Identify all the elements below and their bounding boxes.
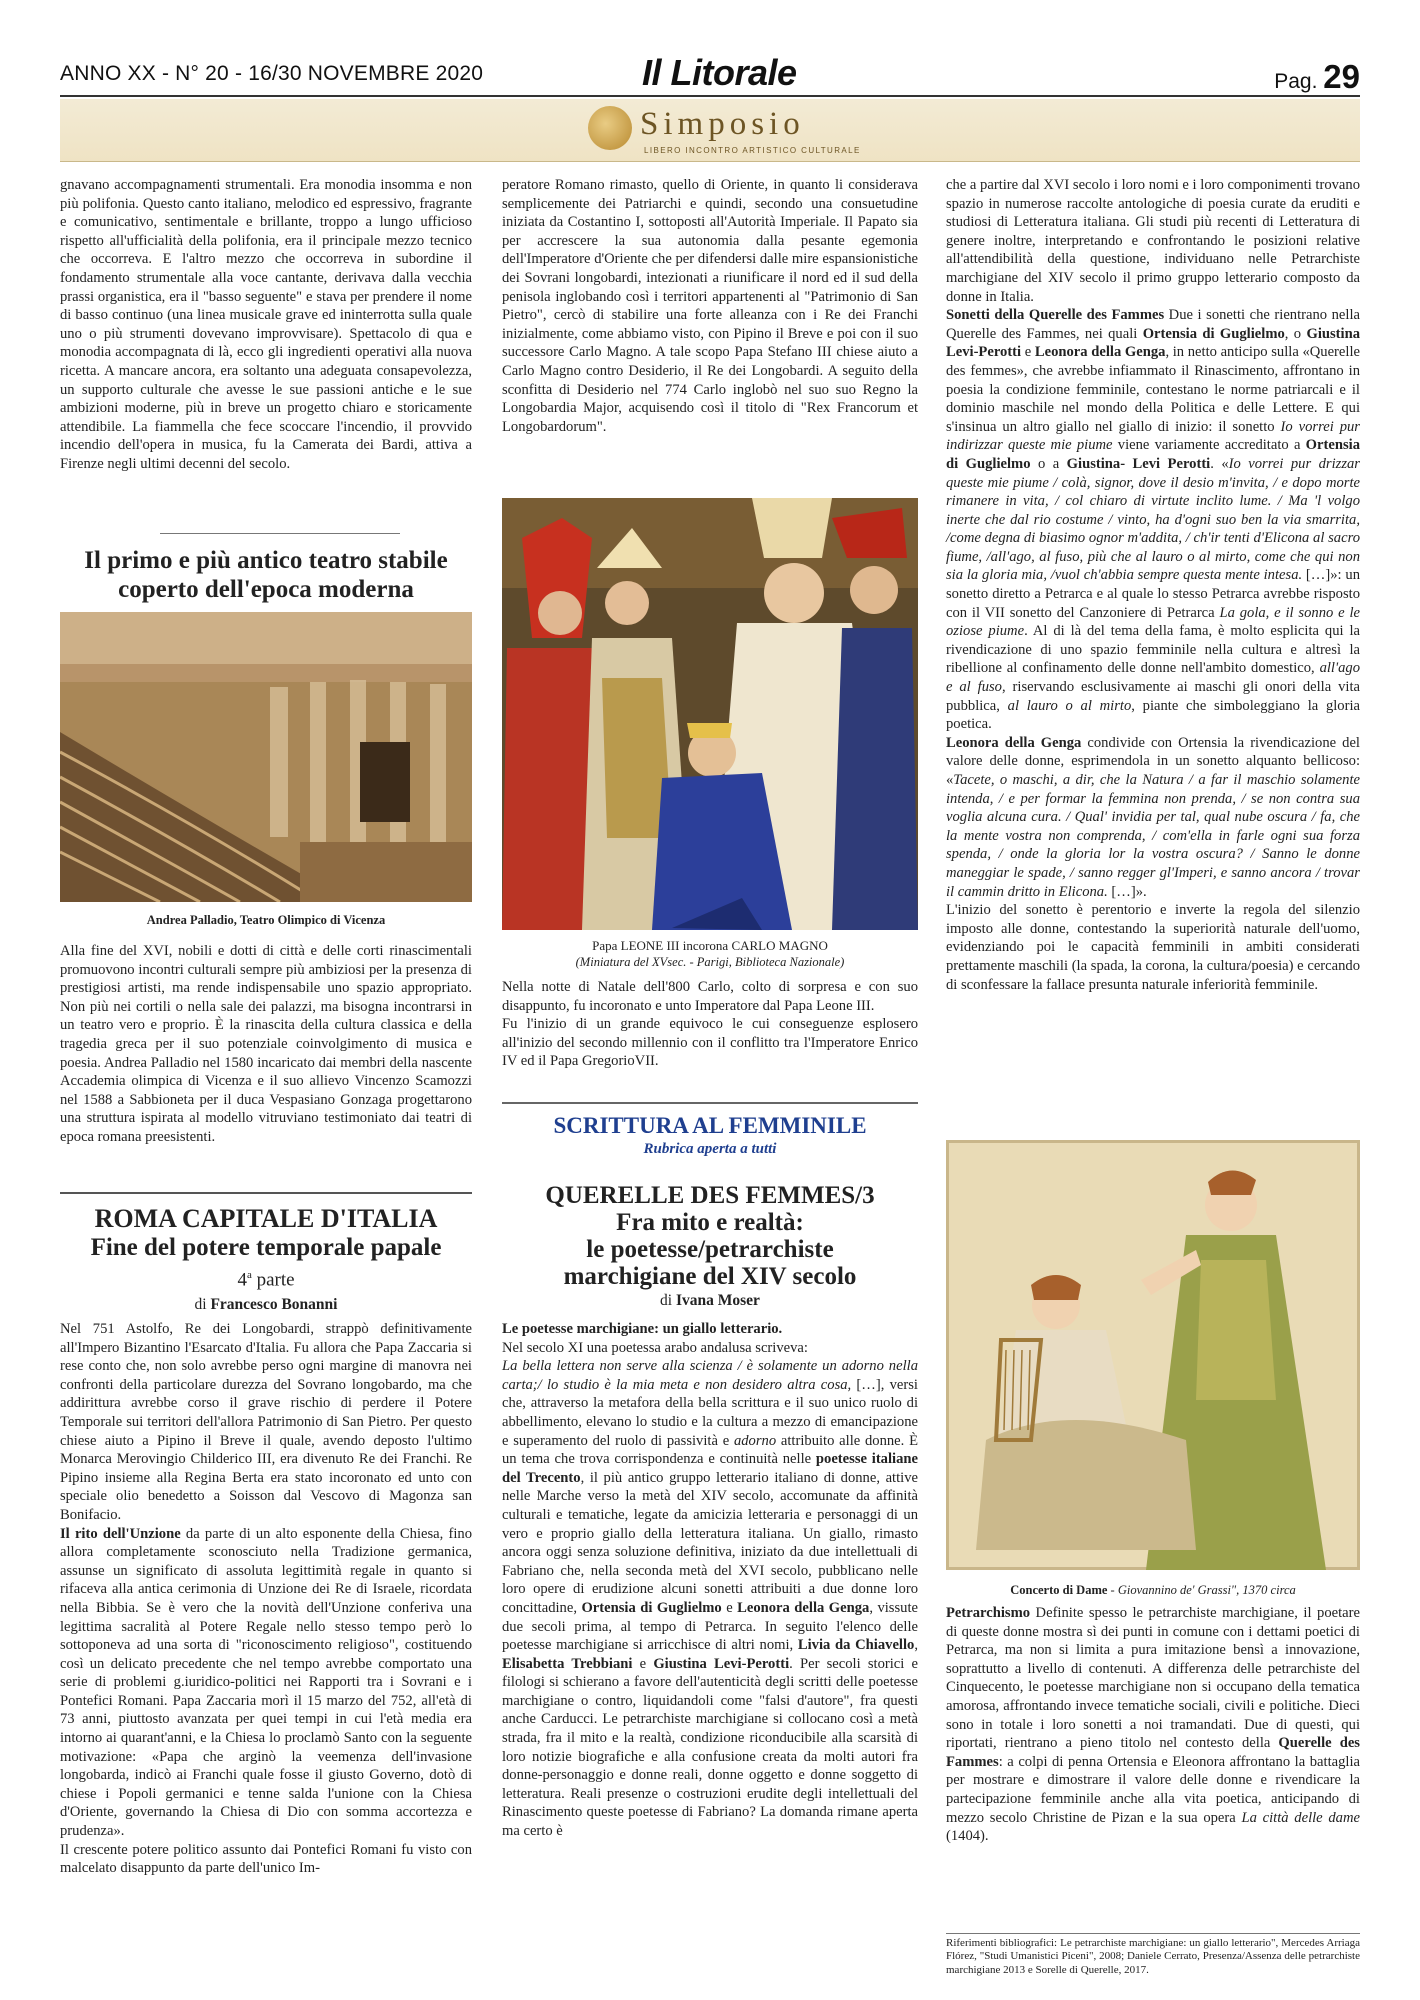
leone-caption-source: (Miniatura del XVsec. - Parigi, Biblioteca Nazionale) — [575, 955, 845, 969]
music-article-end — [60, 176, 472, 474]
roma-part-number: 4 — [237, 1269, 247, 1291]
s-italic: all'ago e al fuso — [946, 660, 1360, 696]
querelle-author: Ivana Moser — [675, 1292, 760, 1309]
querelle-heading — [502, 1182, 918, 1312]
teatro-olimpico-image — [60, 612, 472, 902]
teatro-caption: Andrea Palladio, Teatro Olimpico di Vicenza — [146, 913, 386, 927]
divider — [502, 1102, 918, 1104]
roma-part-word: parte — [256, 1269, 295, 1291]
s-italic: Io vorrei pur indirizzar queste mie piume — [946, 418, 1360, 454]
simposio-logo-icon — [588, 106, 632, 150]
teatro-paragraph: Alla fine del XVI, nobili e dotti di città e delle corti rinascimentali promuovono incontri culturali sempre più ambiziosi per la presenza di prestigiosi artisti, ma rende indispensabile uno spazio appropriato. Non più nei cortili o nella sale dei palazzi, ma bisogna incontrarsi in un teatro vero e proprio. È la rinascita della cultura classica e della tragedia greca per il suo potenziale coinvolgimento di musica e poesia. Andrea Palladio nel 1580 incaricato dai membri della nascente Accademia olimpica di Vicenza e il suo allievo Vincenzo Scamozzi nel 1588 a Sabbioneta per il duca Vespasiano Gonzaga progettarono una struttura ispirata al modello vitruviano testimoniato dai teatri di epoca romana preesistenti. — [60, 943, 472, 1145]
q-italic: adorno — [733, 1432, 777, 1449]
page-number-value: 29 — [1323, 58, 1360, 95]
q-bold: Elisabetta Trebbiani — [502, 1655, 633, 1672]
issue-info: ANNO XX - N° 20 - 16/30 NOVEMBRE 2020 — [60, 62, 484, 85]
dame-caption-block — [946, 1582, 1360, 1598]
dame-caption-author: - Giovannino de' Grassi", 1370 circa — [1107, 1583, 1296, 1597]
q-text: . Per secoli storici e filologi si schierano a favore dell'autenticità degli scritti delle poetesse marchigiane o contro, liquidandoli come "falsi d'autore", fra questi anche Carducci. Le petrarchiste marchigiane si collocano così a metà strada, fra il mito e la realtà, condizione riconducibile alla scarsità di loro notizie biografiche e alla confusione creata da molti autori fra donne-personaggio e donne reali, donne oggetto e donne soggetto di letteratura. Reali presenze o costruzioni erudite degli intellettuali del Rinascimento queste poetesse di Fabriano? La domanda rimane aperta ma certo è — [502, 1655, 918, 1840]
q-bold: Giustina Levi-Perotti — [653, 1655, 790, 1672]
roma-title: ROMA CAPITALE D'ITALIA — [94, 1204, 438, 1233]
roma-paragraph-3: Il crescente potere politico assunto dai Pontefici Romani fu visto con malcelato disappunto da parte dell'unico Im- — [60, 1841, 472, 1877]
q-quote: La bella lettera non serve alla scienza / è solamente un adorno nella carta;/ lo studio è la mia meta e non desidero altra cosa, — [502, 1358, 918, 1393]
q-text: Nel secolo XI una poetessa arabo andalusa scriveva: — [502, 1339, 808, 1356]
s-bold: Ortensia di Guglielmo — [1142, 325, 1285, 342]
s-italic: La gola, e il sonno e le oziose piume — [946, 604, 1360, 640]
leone-carlo-miniature-image — [502, 498, 918, 930]
querelle-continuation — [946, 176, 1360, 994]
querelle-article — [502, 1320, 918, 1841]
roma-cont-paragraph: peratore Romano rimasto, quello di Oriente, in quanto li considerava semplicemente dei Patriarchi e quindi, secondo una consuetudine iniziata da Costantino I, sottoposti all'Autorità Imperiale. Il Papato sia per accrescere la sua autonomia dalla pesante egemonia dell'Imperatore d'Oriente che per difendersi dalle mire espansionistiche dei Sovrani longobardi, intezionati a riunificare il nord ed il sud della penisola inglobando così i territori appartenenti al "Patrimonio di San Pietro", cercò di stabilire una forte alleanza con i Re dei Franchi inizialmente, come abbiamo visto, con Pipino il Breve e poi con il suo successore Carlo Magno. A tale scopo Papa Stefano III chiese aiuto a Carlo Magno contro Desiderio, il Re dei Longobardi. A seguito della sconfitta di Desiderio nel 774 Carlo inglobò nel suo suo Regno la Longobardia Major, acquisendo così il titolo di "Rex Francorum et Longobardorum". — [502, 177, 918, 435]
leonora-paragraph-2: L'inizio del sonetto è perentorio e inverte la regola del silenzio imposto alle donne, contestando la superiorità naturale dell'uomo, evidenziando poi le capacità femminili in ambiti considerati prettamente maschili (la spada, la corona, la cultura/poesia) e cercando di sconfessare la fallace presunta naturale inferiorità femminile. — [946, 902, 1360, 993]
teatro-article — [60, 942, 472, 1147]
sonetti-paragraph — [946, 306, 1360, 734]
teatro-title: Il primo e più antico teatro stabile coperto dell'epoca moderna — [84, 547, 448, 603]
q-text: e — [632, 1655, 654, 1672]
s-bold: Giustina- Levi Perotti — [1066, 455, 1211, 472]
q-bold: Ortensia di Guglielmo — [581, 1599, 722, 1616]
page-label: Pag. — [1274, 70, 1318, 93]
q-text: attribuito alle donne. È un tema che trova corrispondenza e continuità nelle — [502, 1432, 918, 1468]
s-text: Due i sonetti che rientrano nella Querelle des Fammes, nei quali — [946, 307, 1360, 342]
roma-article — [60, 1320, 472, 1878]
p-text: : a colpi di penna Ortensia e Eleonora affrontano la battaglia per mostrare e dimostrare il valore delle donne e rivendicare la partecipazione femminile anche alla vita poetica, anticipando di mezzo secolo Christine de Pizan e la sua opera — [946, 1753, 1360, 1826]
concerto-di-dame-image — [946, 1140, 1360, 1570]
p-italic: La città delle dame — [1241, 1809, 1360, 1826]
s-text: , piante che simboleggiano la gloria poetica. — [946, 697, 1360, 733]
roma-continuation — [502, 176, 918, 436]
roma-unzione-text: da parte di un alto esponente della Chiesa, fino allora completamente sconosciuto nella Tradizione germanica, assunse un significato di assoluta legittimità regale in quanto si rifaceva alla antica cerimonia di Unzione dei Re di Israele, ricordata nella Bibbia. Se è vero che la novità dell'Unzione conferiva una legittima sacralità al Potere Regale nello stesso tempo però lo sottoponeva ad una sorta di "riconoscimento religioso", costituendo così un delicato precedente che nel tempo avrebbe comportato una serie di problemi g.iuridico-politici nei Rapporti tra i Sovrani e i Pontefici Romani. Papa Zaccaria morì il 15 marzo del 752, all'età di 73 anni, piuttosto avanzata per quei tempi in cui l'età media era intorno ai quarant'anni, e la Chiesa lo proclamò Santo con la seguente motivazione: «Papa che arginò la veemenza dell'invasione longobarda, indicò ai Franchi quale fosse il giusto Governo, dotò di chiese i Popoli germanici e tenne salda l'unione con la Chiesa d'Oriente, governando la Chiesa di Dio con somma accortezza e prudenza». — [60, 1525, 472, 1840]
dame-caption — [946, 1582, 1360, 1598]
roma-part — [60, 1264, 472, 1291]
s-text: o a — [1030, 455, 1067, 472]
p-text: (1404). — [946, 1828, 989, 1845]
roma-end-paragraph-2: Fu l'inizio di un grande equivoco le cui conseguenze esplosero all'inizio del secondo millennio con il conflitto tra l'Imperatore Enrico IV ed il Papa GregorioVII. — [502, 1016, 918, 1070]
roma-by: di — [194, 1296, 207, 1314]
querelle-title-2: Fra mito e realtà: — [616, 1209, 804, 1236]
querelle-byline — [502, 1290, 918, 1312]
roma-paragraph-2 — [60, 1525, 472, 1841]
s-text: , riservando esclusivamente ai maschi gli onori della vita pubblica, — [946, 679, 1360, 714]
divider — [946, 1933, 1360, 1934]
q-text: , — [914, 1637, 918, 1654]
querelle-cont-paragraph: che a partire dal XVI secolo i loro nomi e i loro componimenti trovano spazio in numerose raccolte antologiche di poesia curate da eruditi e studiosi di Letteratura italiana. Gli studi più recenti di Letteratura di genere inoltre, interpretando e confrontando le posizioni relative all'attendibilità della questione, individuano nelle Petrarchiste marchigiane del XIV secolo il primo gruppo letterario composto da donne in Italia. — [946, 177, 1360, 305]
roma-continuation-end — [502, 978, 918, 1071]
s-bold: Giustina Levi-Perotti — [946, 325, 1361, 361]
q-text: , vissute due secoli prima, al tempo di Petrarca. In seguito l'elenco delle poetesse marchigiane si arricchisce di altri nomi, — [502, 1599, 918, 1654]
s-italic: al lauro o al mirto — [1007, 697, 1132, 714]
l-text: […]». — [1107, 883, 1147, 900]
q-text: […], versi che, attraverso la metafora della bella scrittura e il suo unico ruolo di abbellimento, elevano lo studio e la cultura a mezzo di emancipazione e superamento del ruolo di passività e — [502, 1376, 918, 1449]
p-bold: Querelle des Fammes — [946, 1735, 1360, 1770]
q-bold: Leonora della Genga — [737, 1599, 870, 1616]
q-text: e — [721, 1599, 738, 1616]
music-paragraph: gnavano accompagnamenti strumentali. Era monodia insomma e non più polifonia. Questo canto italiano, melodico ed espressivo, fragrante e comunicativo, sentimentale e brillante, troppo a lungo ufficioso rispetto all'ufficialità della polifonia, era il principale mezzo tecnico che occorreva. E l'altro mezzo che occorreva in subordine il fondamento strumentale alla voce cantante, derivava dalla vecchia prassi organistica, era il "basso seguente" e stava per prendere il nome di basso continuo (una linea musicale grave ed ininterrotta sulla quale uno o più strumenti dovevano improvvisare). Spettacolo di qua e monodia accompagnata di là, ecco gli ingredienti operativi alla nuova ricetta. A mancare ancora, era soltanto una adeguata consapevolezza, un supporto culturale che avesse le sue passioni antiche e le sue ambizioni moderne, più in breve un progetto chiaro e storicamente attendibile. La fiammella che fece scoccare l'incendio, il provvido incendio dell'opera in musica, fu la Camerata dei Bardi, attiva a Firenze negli ultimi decenni del secolo. — [60, 177, 472, 472]
dame-caption-title: Concerto di Dame — [1010, 1583, 1108, 1597]
roma-paragraph-1: Nel 751 Astolfo, Re dei Longobardi, strappò definitivamente all'Impero Bizantino l'Esarcato d'Italia. Fu allora che Papa Zaccaria si rese conto che, non solo avrebbe perso ogni margine di manovra nei confronti della particolare durezza del Sovrano longobardo, ma che addirittura avrebbe corso il grave rischio di perdere il Potere Temporale sui territori dell'allora Patrimonio di San Pietro. Per questo chiese aiuto a Pipino il Breve il quale, avendo deposto l'ultimo Monarca Merovingio Childerico III, era divenuto Re dei Franchi. Re Pipino insieme alla Regina Berta era stato incoronato ed unto con speciale olio benedetto a Soisson dal Vescovo di Magonza san Bonifacio. — [60, 1321, 472, 1523]
l-italic: Tacete, o maschi, a dir, che la Natura / a far il maschio solamente intenda, / e per formar la femmina non prenda, / se non contra sua voglia alcuna cura. / Qual' invidia per tal, qual nube oscura / fa, che la mente vostra non comprenda, / com'ella in farle ogni sua forza spenda, / onde la gloria lor la vostra oscura? / Sanno le donne maneggiar le spade, / sanno regger gl'Imperi, e sanno ancora / trovar il cammin dritto in Elicona. — [946, 772, 1360, 900]
divider — [160, 533, 400, 534]
p-text: Definite spesso le petrarchiste marchigiane, il poetare di queste donne mostra sì dei punti in comune con i dettami poetici di Petrarca, ma non si limita a pura imitazione bensì a innovazione, soprattutto a livello di contenuti. A differenza delle petrarchiste del Cinquecento, le poetesse marchigiane non si occupano della tematica amorosa, affrontando invece tematiche sociali, civili e politiche. Dieci sono in totale i loro sonetti a noi tramandati. Due di questi, qui riportati, rientrano a pieno titolo nel contesto della — [946, 1605, 1360, 1752]
l-bold: Leonora della Genga — [946, 734, 1082, 751]
s-text: […]»: un sonetto diretto a Petrarca e al quale lo stesso Petrarca avrebbe risposto con il VII sonetto del Canzoniere di Petrarca — [946, 567, 1360, 621]
s-text: . « — [1210, 455, 1229, 472]
q-bold: Livia da Chiavello — [797, 1637, 915, 1654]
bibliography-text: Riferimenti bibliografici: Le petrarchiste marchigiane: un giallo letterario", Mercedes Arriaga Flórez, "Studi Umanistici Piceni", 2008; Daniele Cerrato, Presenza/Assenza delle petrarchiste marchigiane 2013 e Sorelle di Querelle, 2017. — [946, 1937, 1360, 1976]
leone-caption-block — [502, 938, 918, 970]
q-text: , il più antico gruppo letterario italiano di donne, attive nelle Marche verso la metà del XIV secolo, accomunate da affinità culturali e tematiche, legate da amicizia letteraria e personaggi di un vero e proprio giallo della letteratura italiana. Un giallo, rimasto ancora oggi senza soluzione definitiva, iniziato da due intellettuali di Fabriano che, nella seconda metà del XVI secolo, pubblicano nelle loro opere di erudizione alcuni sonetti attribuiti a due donne loro concittadine, — [502, 1469, 918, 1616]
p-bold: Petrarchismo — [946, 1605, 1031, 1621]
simposio-title: Simposio — [640, 106, 805, 142]
s-text: e — [1021, 344, 1035, 361]
querelle-paragraph — [502, 1339, 918, 1841]
q-bold: poetesse italiane del Trecento — [502, 1451, 918, 1486]
teatro-heading — [60, 546, 472, 604]
s-bold: Ortensia di Guglielmo — [946, 437, 1360, 472]
querelle-title-3: le poetesse/petrarchiste — [586, 1236, 834, 1263]
s-italic: Io vorrei pur drizzar queste mie piume / colà, signor, dove il desio m'invita, / e dopo morte rimanere in vita, / col chiaro di virtute inclito lume. / Ma 'l volgo inerte che dal rio costume / vinto, ha d'ogni suo ben la via smarrita, /come degna di biasimo ognor m'addita, / ch'ir tenti d'Elicona al sacro fiume, /all'ago, al fuso, più che al lauro o al mirto, come che qui non sia la gloria mia, /vuol ch'abbia sempre questa mente intesa. — [946, 455, 1360, 584]
roma-unzione-bold: Il rito dell'Unzione — [60, 1525, 181, 1542]
header-rule — [60, 95, 1360, 97]
teatro-caption-block — [60, 912, 472, 928]
simposio-subtitle: LIBERO INCONTRO ARTISTICO CULTURALE — [644, 146, 861, 155]
s-text: viene variamente accreditato a — [1112, 437, 1306, 454]
roma-part-sup: a — [246, 1269, 252, 1281]
roma-subtitle: Fine del potere temporale papale — [90, 1234, 442, 1261]
roma-end-paragraph-1: Nella notte di Natale dell'800 Carlo, colto di sorpresa e con suo disappunto, fu incoronato e unto Imperatore dal Papa Leone III. — [502, 979, 918, 1014]
l-text: condivide con Ortensia la rivendicazione del valore delle donne, esprimendola in un sonetto alquanto bellicoso: « — [946, 734, 1360, 788]
leonora-paragraph — [946, 734, 1360, 901]
s-text: , in netto anticipo sulla «Querelle des femmes», che avrebbe infiammato il Rinascimento, affrontano in poesia la condizione femminile, contestano le norme patriarcali e il dominio maschile nel mondo della Politica e delle Lettere. E qui s'insinua un altro giallo nel giallo di inizio: il sonetto — [946, 344, 1360, 435]
leone-caption: Papa LEONE III incorona CARLO MAGNO — [592, 938, 828, 953]
querelle-title-1: QUERELLE DES FEMMES/3 — [545, 1182, 875, 1209]
s-text: , o — [1284, 325, 1307, 342]
petrarchismo-paragraph — [946, 1604, 1360, 1846]
petrarchismo-article — [946, 1604, 1360, 1846]
newspaper-title: Il Litorale — [642, 52, 797, 93]
rubric-heading — [502, 1112, 918, 1158]
divider — [60, 1192, 472, 1194]
roma-byline — [60, 1295, 472, 1315]
roma-author: Francesco Bonanni — [210, 1296, 338, 1314]
querelle-lead: Le poetesse marchigiane: un giallo letterario. — [502, 1321, 783, 1337]
roma-heading — [60, 1204, 472, 1315]
s-text: . Al di là del tema della fama, è molto esplicita qui la rivendicazione di uno spazio femminile nella cultura e altresì la ribellione al confinamento delle donne nell'ambito domestico, — [946, 623, 1360, 677]
rubric-subtitle: Rubrica aperta a tutti — [643, 1141, 777, 1157]
querelle-by: di — [660, 1292, 673, 1309]
querelle-title-4: marchigiane del XIV secolo — [563, 1263, 857, 1290]
s-bold: Sonetti della Querelle des Fammes — [946, 307, 1165, 324]
bibliography — [946, 1937, 1360, 1977]
page-number — [1274, 58, 1360, 96]
rubric-title: SCRITTURA AL FEMMINILE — [553, 1113, 867, 1138]
s-bold: Leonora della Genga — [1034, 344, 1166, 361]
